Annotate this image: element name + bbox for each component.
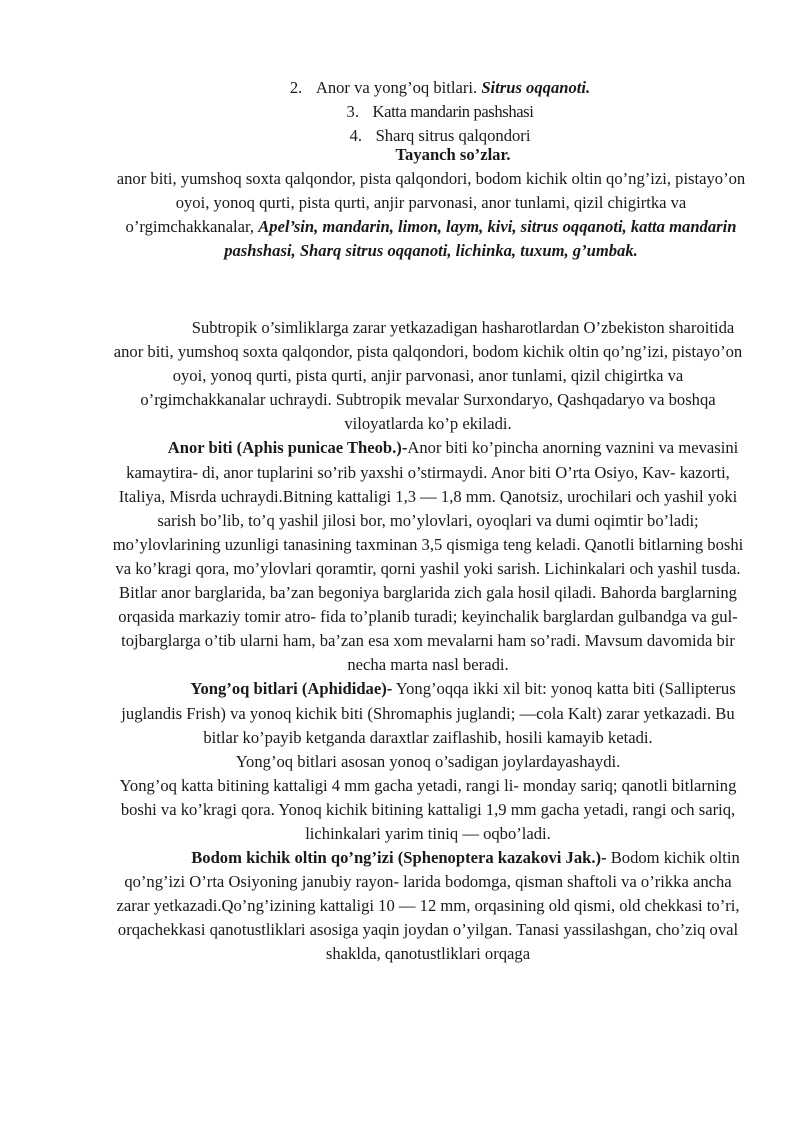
numbered-list: [0, 76, 800, 148]
list-item-emphasis: Sitrus oqqanoti.: [481, 78, 591, 97]
body-text: [112, 316, 744, 967]
anor-paragraph: [112, 436, 744, 677]
yongoq-text: Yong’oqqa ikki xil bit: yonoq katta biti (Sallipterus juglandis Frish) va yonoq kichik biti (Shromaphis juglandi; —cola Kalt) zarar yetkazadi. Bu bitlar ko’payib ketganda daraxtlar zaiflashib, hosili kamayib ketadi.: [121, 679, 736, 747]
keywords-paragraph: [116, 167, 746, 263]
yongoq-paragraph-3: Yong’oq katta bitining kattaligi 4 mm gacha yetadi, rangi li- monday sariq; qanotli bitlarning boshi va ko’kragi qora. Yonoq kichik bitining kattaligi 1,9 mm gacha yetadi, rangi och sariq, lichinkalari yarim tiniq — oqbo’ladi.: [119, 775, 737, 843]
list-item: [0, 76, 800, 100]
keywords-heading: Tayanch so’zlar.: [395, 145, 511, 164]
keywords-emphasis: Apel’sin, mandarin, limon, laym, kivi, sitrus oqqanoti, katta mandarin pashshasi, Sharq sitrus oqqanoti, lichinka, tuxum, g’umbak.: [224, 217, 737, 261]
yongoq-paragraph: [112, 677, 744, 749]
anor-text: Anor biti ko’pincha anorning vaznini va mevasini kamaytira- di, anor tuplarini so’rib yaxshi o’stirmaydi. Anor biti O’rta Osiyo, Kav- kazorti, Italiya, Misrda uchraydi.Bitning kattaligi 1,3 — 1,8 mm. Qanotsiz, urochilari och yashil yoki sarish bo’lib, to’q yashil jilosi bor, mo’ylovlari, oyoqlari va dumi oqimtir bo’ladi; mo’ylovlarining uzunligi tanasining taxminan 3,5 qismiga teng keladi. Qanotli bitlarning boshi va ko’kragi qora, mo’ylovlari qoramtir, qorni yashil yoki sarish. Lichinkalari och yashil tusda. Bitlar anor barglarida, ba’zan begoniya barglarida zich gala hosil qiladi. Bahorda barglarning orqasida markaziy tomir atro- fida to’planib turadi; keyinchalik barglardan gulbandga va gul- tojbarglarga o’tib ularni ham, ba’zan esa xom mevalarni ham so’radi. Mavsum davomida bir necha marta nasl beradi.: [112, 438, 744, 675]
bodom-paragraph: [112, 846, 744, 966]
bodom-text: Bodom kichik oltin qo’ng’izi O’rta Osiyoning janubiy rayon- larida bodomga, qisman shaftoli va o’rikka ancha zarar yetkazadi.Qo’ng’izining kattaligi 10 — 12 mm, orqasining old qismi, old chekkasi to’ri, orqachekkasi qanotustliklari asosiga yaqin joydan o’yilgan. Tanasi yassilashgan, cho’ziq oval shaklda, qanotustliklari orqaga: [116, 848, 740, 964]
list-item-text: Anor va yong’oq bitlari.: [315, 78, 482, 97]
list-item: [0, 100, 800, 124]
list-number: 3.: [346, 102, 359, 122]
list-item-text: Sharq sitrus qalqondori: [375, 126, 531, 146]
keywords-plain: anor biti, yumshoq soxta qalqondor, pista qalqondori, bodom kichik oltin qo’ng’izi, pistayo’on oyoi, yonoq qurti, pista qurti, anjir parvonasi, anor tunlami, qizil chigirtka va o’rgimchakkanalar,: [116, 169, 746, 237]
list-number: 2.: [289, 78, 303, 97]
intro-paragraph: Subtropik o’simliklarga zarar yetkazadigan hasharotlardan O’zbekiston sharoitida anor biti, yumshoq soxta qalqondor, pista qalqondori, bodom kichik oltin qo’ng’izi, pistayo’on oyoi, yonoq qurti, pista qurti, anjir parvonasi, anor tunlami, qizil chigirtka va o’rgimchakkanalar uchraydi. Subtropik mevalar Surxondaryo, Qashqadaryo va boshqa viloyatlarda ko’p ekiladi.: [113, 318, 743, 434]
anor-title: Anor biti (Aphis punicae Theob.)-: [167, 438, 408, 458]
yongoq-paragraph-2: Yong’oq bitlari asosan yonoq o’sadigan joylardayashaydi.: [235, 751, 621, 771]
yongoq-title: Yong’oq bitlari (Aphididae)-: [190, 679, 393, 699]
list-item-text: Katta mandarin pashshasi: [372, 102, 534, 122]
list-number: 4.: [349, 126, 363, 146]
bodom-title: Bodom kichik oltin qo’ng’izi (Sphenoptera kazakovi Jak.)-: [191, 848, 607, 868]
